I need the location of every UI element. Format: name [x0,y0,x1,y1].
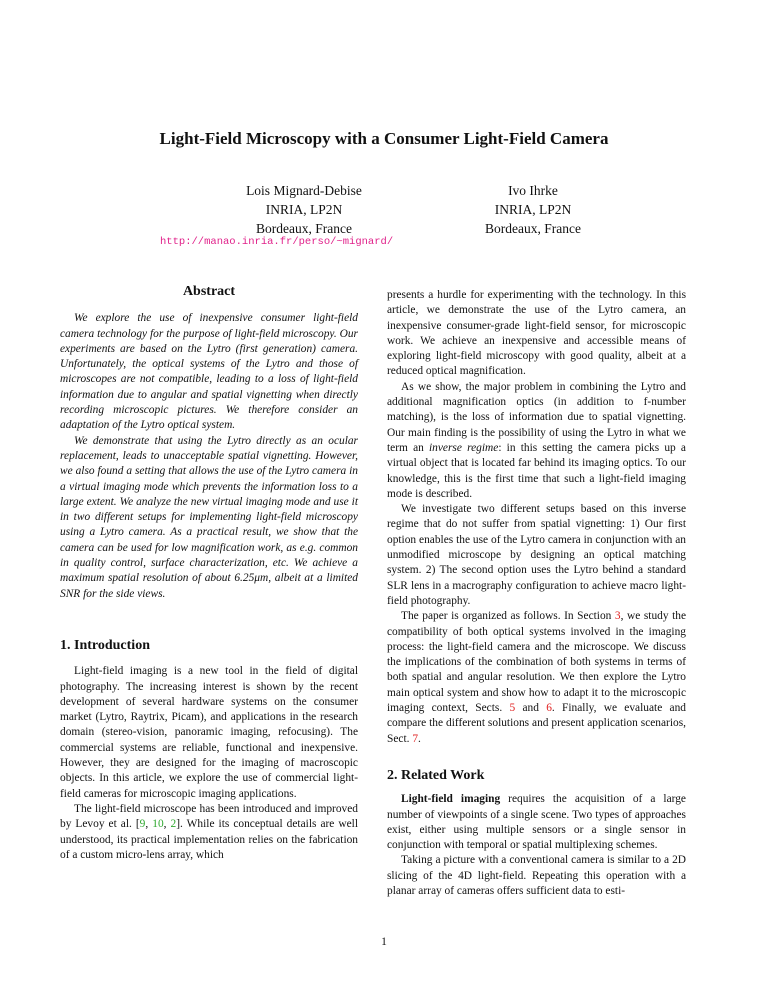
right-column [387,288,686,899]
body-paragraph: We investigate two different setups based on this inverse regime that do not suffer from spatial vignetting: 1) Our first option enables the use of the Lytro camera in conjunction with an unmodified microscope by designing an optical matching system. 2) The second option uses the Lytro behind a standard SLR lens in a macrography configuration to achieve macro light-field photography. [387,503,686,607]
section-link[interactable]: 3 [614,610,621,623]
author-location: Bordeaux, France [485,221,581,236]
body-paragraph: Light-field imaging is a new tool in the field of digital photography. The increasing interest is shown by the recent development of several hardware systems on the consumer market (Lytro, Raytrix, Picam), and applications in the research domain (stereo-vision, panoramic imaging, refocusing). The commercial systems are reliable, functional and inexpensive. However, they are designed for the imaging of macroscopic objects. In this article, we explore the use of commercial light-field cameras for microscopic imaging applications. [60,665,358,800]
author-name: Lois Mignard-Debise [246,183,362,198]
emphasis-inverse-regime: inverse regime [429,441,499,454]
abstract-heading: Abstract [182,284,236,299]
author-url-link[interactable]: http://manao.inria.fr/perso/~mignard/ [160,236,394,248]
paper-title: Light-Field Microscopy with a Consumer Light-Field Camera [159,129,609,148]
body-paragraph: Taking a picture with a conventional camera is similar to a 2D slicing of the 4D light-field. Repeating this operation with a planar array of cameras offers sufficient data to esti- [387,854,686,897]
body-paragraph: As we show, the major problem in combining the Lytro and additional magnification optics (in addition to f-number matching), is the loss of information due to spatial vignetting. Our main finding is the possibility of using the Lytro in what we term an inverse regime: in this setting the camera picks up a virtual object that is located far behind its imaging optics. To our knowledge, this is the first time that such a light-field imaging mode is described. [387,380,686,500]
abstract [60,284,358,602]
section-link[interactable]: 5 [509,702,516,715]
author-affiliation: INRIA, LP2N [265,202,343,217]
body-paragraph: The light-field microscope has been introduced and improved by Levoy et al. [9, 10, 2]. While its conceptual details are well understood, its practical implementation relies on the fabrication of a custom micro-lens array, which [60,802,358,861]
author-block-2 [448,181,618,238]
body-paragraph: presents a hurdle for experimenting with the technology. In this article, we demonstrate the use of the Lytro camera, an inexpensive consumer-grade light-field sensor, for microscopic work. We achieve an inexpensive and accessible means of exploring light-field microscopy with good quality, albeit at a reduced optical magnification. [387,289,686,378]
citation-link[interactable]: 2 [170,818,177,831]
author-block-1 [214,181,394,238]
section-link[interactable]: 7 [412,732,419,745]
author-affiliation: INRIA, LP2N [494,202,572,217]
author-location: Bordeaux, France [256,221,352,236]
section-link[interactable]: 6 [546,702,552,715]
section-heading-related-work: 2. Related Work [387,767,485,783]
abstract-paragraph: We explore the use of inexpensive consumer light-field camera technology for the purpose of light-field microscopy. Our experiments are based on the Lytro (first generation) camera. Unfortunately, the optical systems of the Lytro and those of microscopes are not compatible, leading to a loss of light-field information due to angular and spatial vignetting when directly recording microscopic pictures. We therefore consider an adaptation of the Lytro optical system. [60,312,358,432]
bold-term: Light-field imaging [401,793,501,806]
page-number: 1 [381,936,387,948]
citation-link[interactable]: 10 [152,818,164,831]
abstract-paragraph: We demonstrate that using the Lytro directly as an ocular replacement, leads to unacceptable spatial vignetting. However, we also found a setting that allows the use of the Lytro camera in a virtual imaging mode which prevents the information loss to a large extent. We analyze the new virtual imaging mode and use it in two different setups for implementing light-field microscopy using a Lytro camera. As a practical result, we show that the camera can be used for low magnification work, as e.g. common in quality control, surface characterization, etc. We achieve a maximum spatial resolution of about 6.25μm, albeit at a limited SNR for the side views. [60,434,359,600]
section-heading-introduction: 1. Introduction [60,637,150,653]
body-paragraph: The paper is organized as follows. In Section 3, we study the compatibility of both optical systems involved in the imaging process: the light-field camera and the microscope. We discuss the implications of the combination of both systems in terms of both spatial and angular resolution. We then explore the Lytro main optical system and show how to adapt it to the microscopic imaging context, Sects. 5 and 6. Finally, we evaluate and compare the different solutions and present application scenarios, Sect. 7. [387,610,686,745]
math-resolution: 6.25μm [234,572,269,585]
left-column [60,284,358,863]
author-name: Ivo Ihrke [508,183,558,198]
body-paragraph: Light-field imaging requires the acquisition of a large number of viewpoints of a single scene. Two types of approaches exist, either using multiple sensors or a single sensor in conjunction with temporal or spatial multiplexing schemes. [387,793,686,852]
citation-link[interactable]: 9 [139,818,146,831]
